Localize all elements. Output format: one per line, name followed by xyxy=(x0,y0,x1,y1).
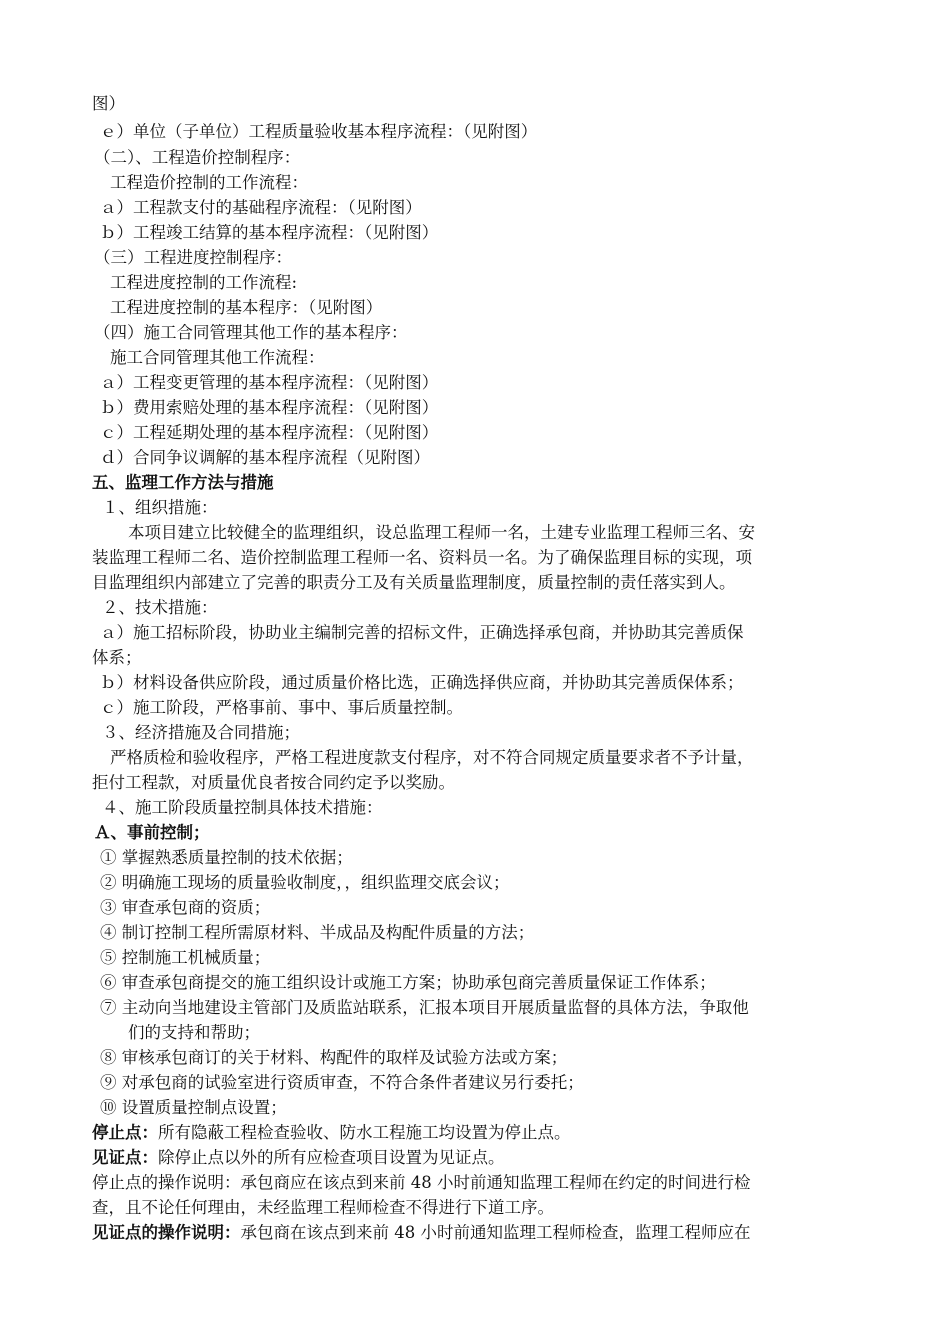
text-line: 工程进度控制的工作流程: xyxy=(110,273,298,292)
text-line: 图） xyxy=(92,94,125,113)
section-heading: （四）施工合同管理其他工作的基本程序： xyxy=(94,323,408,342)
text-line: 施工合同管理其他工作流程： xyxy=(110,348,325,367)
list-item: ② 明确施工现场的质量验收制度，，组织监理交底会议； xyxy=(100,873,510,892)
list-item: ⑧ 审核承包商订的关于材料、构配件的取样及试验方法或方案； xyxy=(100,1048,568,1067)
stop-op-line: 停止点的操作说明：承包商应在该点到来前 48 小时前通知监理工程师在约定的时间进行检 xyxy=(92,1173,751,1192)
list-item: ⑥ 审查承包商提交的施工组织设计或施工方案；协助承包商完善质量保证工作体系； xyxy=(100,973,716,992)
text-line: ａ）工程变更管理的基本程序流程：（见附图） xyxy=(100,373,439,392)
witness-op-label: 见证点的操作说明： xyxy=(92,1223,241,1242)
text-line: ２、技术措施： xyxy=(102,598,218,617)
text-line: 工程进度控制的基本程序：（见附图） xyxy=(110,298,383,317)
section-heading: （二）、工程造价控制程序： xyxy=(94,148,301,167)
paragraph-line: ａ）施工招标阶段，协助业主编制完善的招标文件，正确选择承包商，并协助其完善质保 xyxy=(100,623,744,642)
stop-point-label: 停止点： xyxy=(92,1123,158,1142)
paragraph-line: 拒付工程款，对质量优良者按合同约定予以奖励。 xyxy=(92,773,455,792)
witness-point-line xyxy=(92,1146,505,1170)
text-line: ｅ）单位（子单位）工程质量验收基本程序流程：（见附图） xyxy=(100,122,538,141)
text-line: ３、经济措施及合同措施； xyxy=(102,723,300,742)
text-line: １、组织措施： xyxy=(102,498,218,517)
paragraph-line: 体系； xyxy=(92,648,142,667)
list-item: ① 掌握熟悉质量控制的技术依据； xyxy=(100,848,353,867)
witness-op-text: 承包商在该点到来前 48 小时前通知监理工程师检查，监理工程师应在 xyxy=(240,1223,751,1242)
text-line: ４、施工阶段质量控制具体技术措施： xyxy=(102,798,383,817)
list-item: ⑦ 主动向当地建设主管部门及质监站联系，汇报本项目开展质量监督的具体方法，争取他 xyxy=(100,998,749,1017)
stop-point-line xyxy=(92,1121,571,1145)
paragraph-line: 目监理组织内部建立了完善的职责分工及有关质量监理制度，质量控制的责任落实到人。 xyxy=(92,573,736,592)
list-item: ⑩ 设置质量控制点设置； xyxy=(100,1098,287,1117)
paragraph-line: 本项目建立比较健全的监理组织，设总监理工程师一名，土建专业监理工程师三名、安 xyxy=(128,523,755,542)
list-item: ③ 审查承包商的资质； xyxy=(100,898,271,917)
section-heading: （三）工程进度控制程序： xyxy=(94,248,292,267)
text-line: ｃ）施工阶段，严格事前、事中、事后质量控制。 xyxy=(100,698,463,717)
chapter-heading: 五、监理工作方法与措施 xyxy=(92,473,274,492)
stop-point-text: 所有隐蔽工程检查验收、防水工程施工均设置为停止点。 xyxy=(158,1123,571,1142)
paragraph-line: ｂ）材料设备供应阶段，通过质量价格比选，正确选择供应商，并协助其完善质保体系； xyxy=(100,673,744,692)
list-item: ⑤ 控制施工机械质量； xyxy=(100,948,271,967)
paragraph-line: 装监理工程师二名、造价控制监理工程师一名、资料员一名。为了确保监理目标的实现，项 xyxy=(92,548,752,567)
list-item: ⑨ 对承包商的试验室进行资质审查，不符合条件者建议另行委托； xyxy=(100,1073,584,1092)
text-line: ｂ）工程竣工结算的基本程序流程：（见附图） xyxy=(100,223,439,242)
subsection-heading: Ａ、事前控制； xyxy=(94,823,210,842)
list-item-continuation: 们的支持和帮助； xyxy=(128,1023,260,1042)
list-item: ④ 制订控制工程所需原材料、半成品及构配件质量的方法； xyxy=(100,923,535,942)
text-line: ｃ）工程延期处理的基本程序流程：（见附图） xyxy=(100,423,439,442)
witness-point-label: 见证点： xyxy=(92,1148,158,1167)
witness-point-text: 除停止点以外的所有应检查项目设置为见证点。 xyxy=(158,1148,505,1167)
stop-op-line: 查，且不论任何理由，未经监理工程师检查不得进行下道工序。 xyxy=(92,1198,554,1217)
witness-op-line xyxy=(92,1221,751,1245)
text-line: 工程造价控制的工作流程： xyxy=(110,173,308,192)
text-line: ｂ）费用索赔处理的基本程序流程：（见附图） xyxy=(100,398,439,417)
text-line: ａ）工程款支付的基础程序流程：（见附图） xyxy=(100,198,422,217)
paragraph-line: 严格质检和验收程序，严格工程进度款支付程序，对不符合同规定质量要求者不予计量， xyxy=(110,748,754,767)
text-line: ｄ）合同争议调解的基本程序流程（见附图） xyxy=(100,448,430,467)
